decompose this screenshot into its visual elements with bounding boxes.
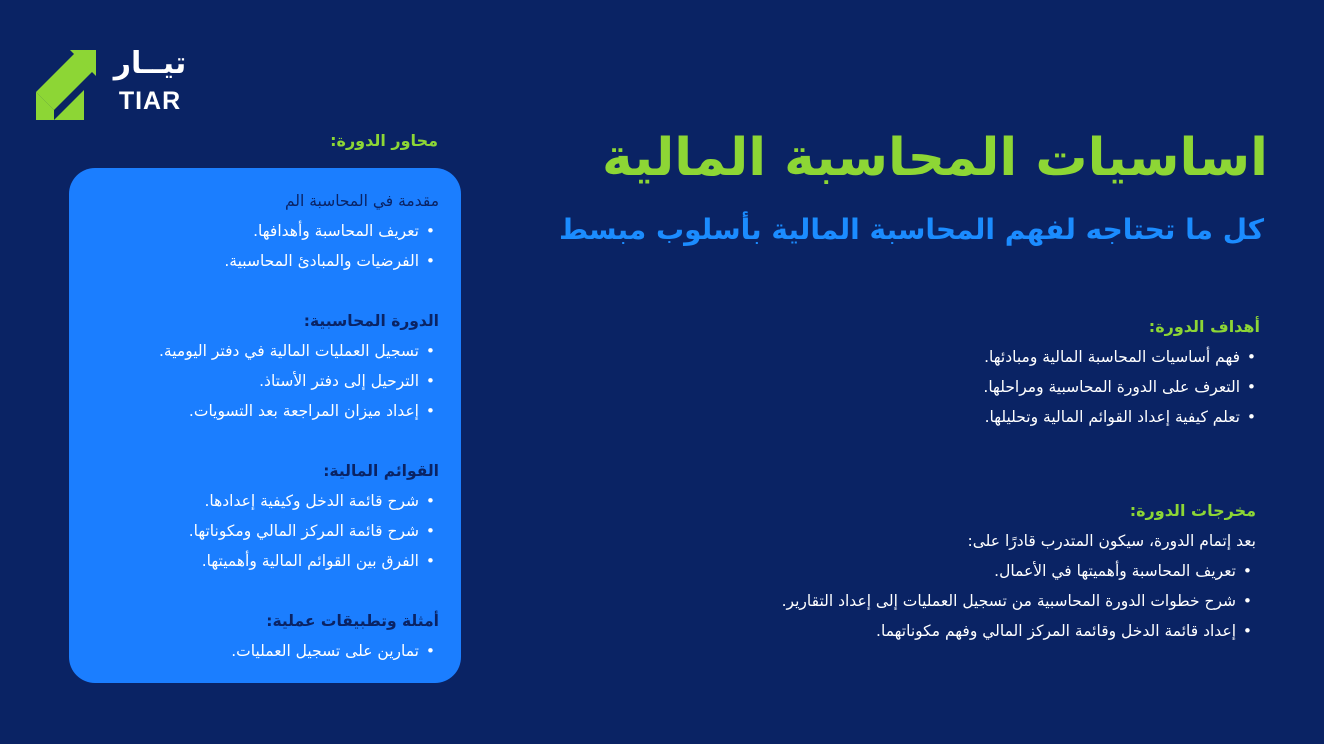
axes-group-title: أمثلة وتطبيقات عملية:: [266, 612, 439, 630]
list-item: • شرح قائمة الدخل وكيفية إعدادها.: [59, 486, 439, 516]
axes-group-title: القوائم المالية:: [323, 462, 439, 480]
goals-heading: أهداف الدورة:: [1148, 317, 1260, 336]
course-outputs-section: [636, 496, 1256, 646]
course-axes-heading: محاور الدورة:: [330, 131, 438, 150]
axes-group-title: مقدمة في المحاسبة الم: [284, 192, 439, 210]
list-item: • الفرق بين القوائم المالية وأهميتها.: [59, 546, 439, 576]
course-goals-section: [700, 312, 1260, 432]
list-item: • تعريف المحاسبة وأهدافها.: [59, 216, 439, 246]
list-item: • تعلم كيفية إعداد القوائم المالية وتحليلها.: [700, 402, 1260, 432]
axes-group: [59, 606, 439, 666]
logo-english-text: TIAR: [118, 87, 182, 115]
list-item: • فهم أساسيات المحاسبة المالية ومبادئها.: [700, 342, 1260, 372]
axes-group: [59, 186, 439, 276]
tiar-logo: [34, 46, 187, 122]
logo-arabic-text: تيــار: [113, 46, 187, 81]
goals-list: [700, 342, 1260, 432]
list-item: • شرح خطوات الدورة المحاسبية من تسجيل العمليات إلى إعداد التقارير.: [636, 586, 1256, 616]
outputs-intro: بعد إتمام الدورة، سيكون المتدرب قادرًا على:: [967, 532, 1256, 550]
list-item: • تعريف المحاسبة وأهميتها في الأعمال.: [636, 556, 1256, 586]
axes-group: [59, 306, 439, 426]
outputs-heading: مخرجات الدورة:: [1129, 501, 1256, 520]
outputs-list: [636, 556, 1256, 646]
list-item: • التعرف على الدورة المحاسبية ومراحلها.: [700, 372, 1260, 402]
list-item: • الترحيل إلى دفتر الأستاذ.: [59, 366, 439, 396]
list-item: • إعداد قائمة الدخل وقائمة المركز المالي وفهم مكوناتهما.: [636, 616, 1256, 646]
page-subtitle: كل ما تحتاجه لفهم المحاسبة المالية بأسلوب مبسط: [558, 213, 1264, 246]
tiar-arrow-logo-icon: [34, 48, 100, 120]
course-axes-card: [69, 168, 461, 683]
list-item: • شرح قائمة المركز المالي ومكوناتها.: [59, 516, 439, 546]
list-item: • الفرضيات والمبادئ المحاسبية.: [59, 246, 439, 276]
axes-group-title: الدورة المحاسبية:: [303, 312, 439, 330]
list-item: • تسجيل العمليات المالية في دفتر اليومية.: [59, 336, 439, 366]
list-item: • تمارين على تسجيل العمليات.: [59, 636, 439, 666]
axes-group: [59, 456, 439, 576]
page-title: اساسيات المحاسبة المالية: [602, 128, 1268, 188]
list-item: • إعداد ميزان المراجعة بعد التسويات.: [59, 396, 439, 426]
